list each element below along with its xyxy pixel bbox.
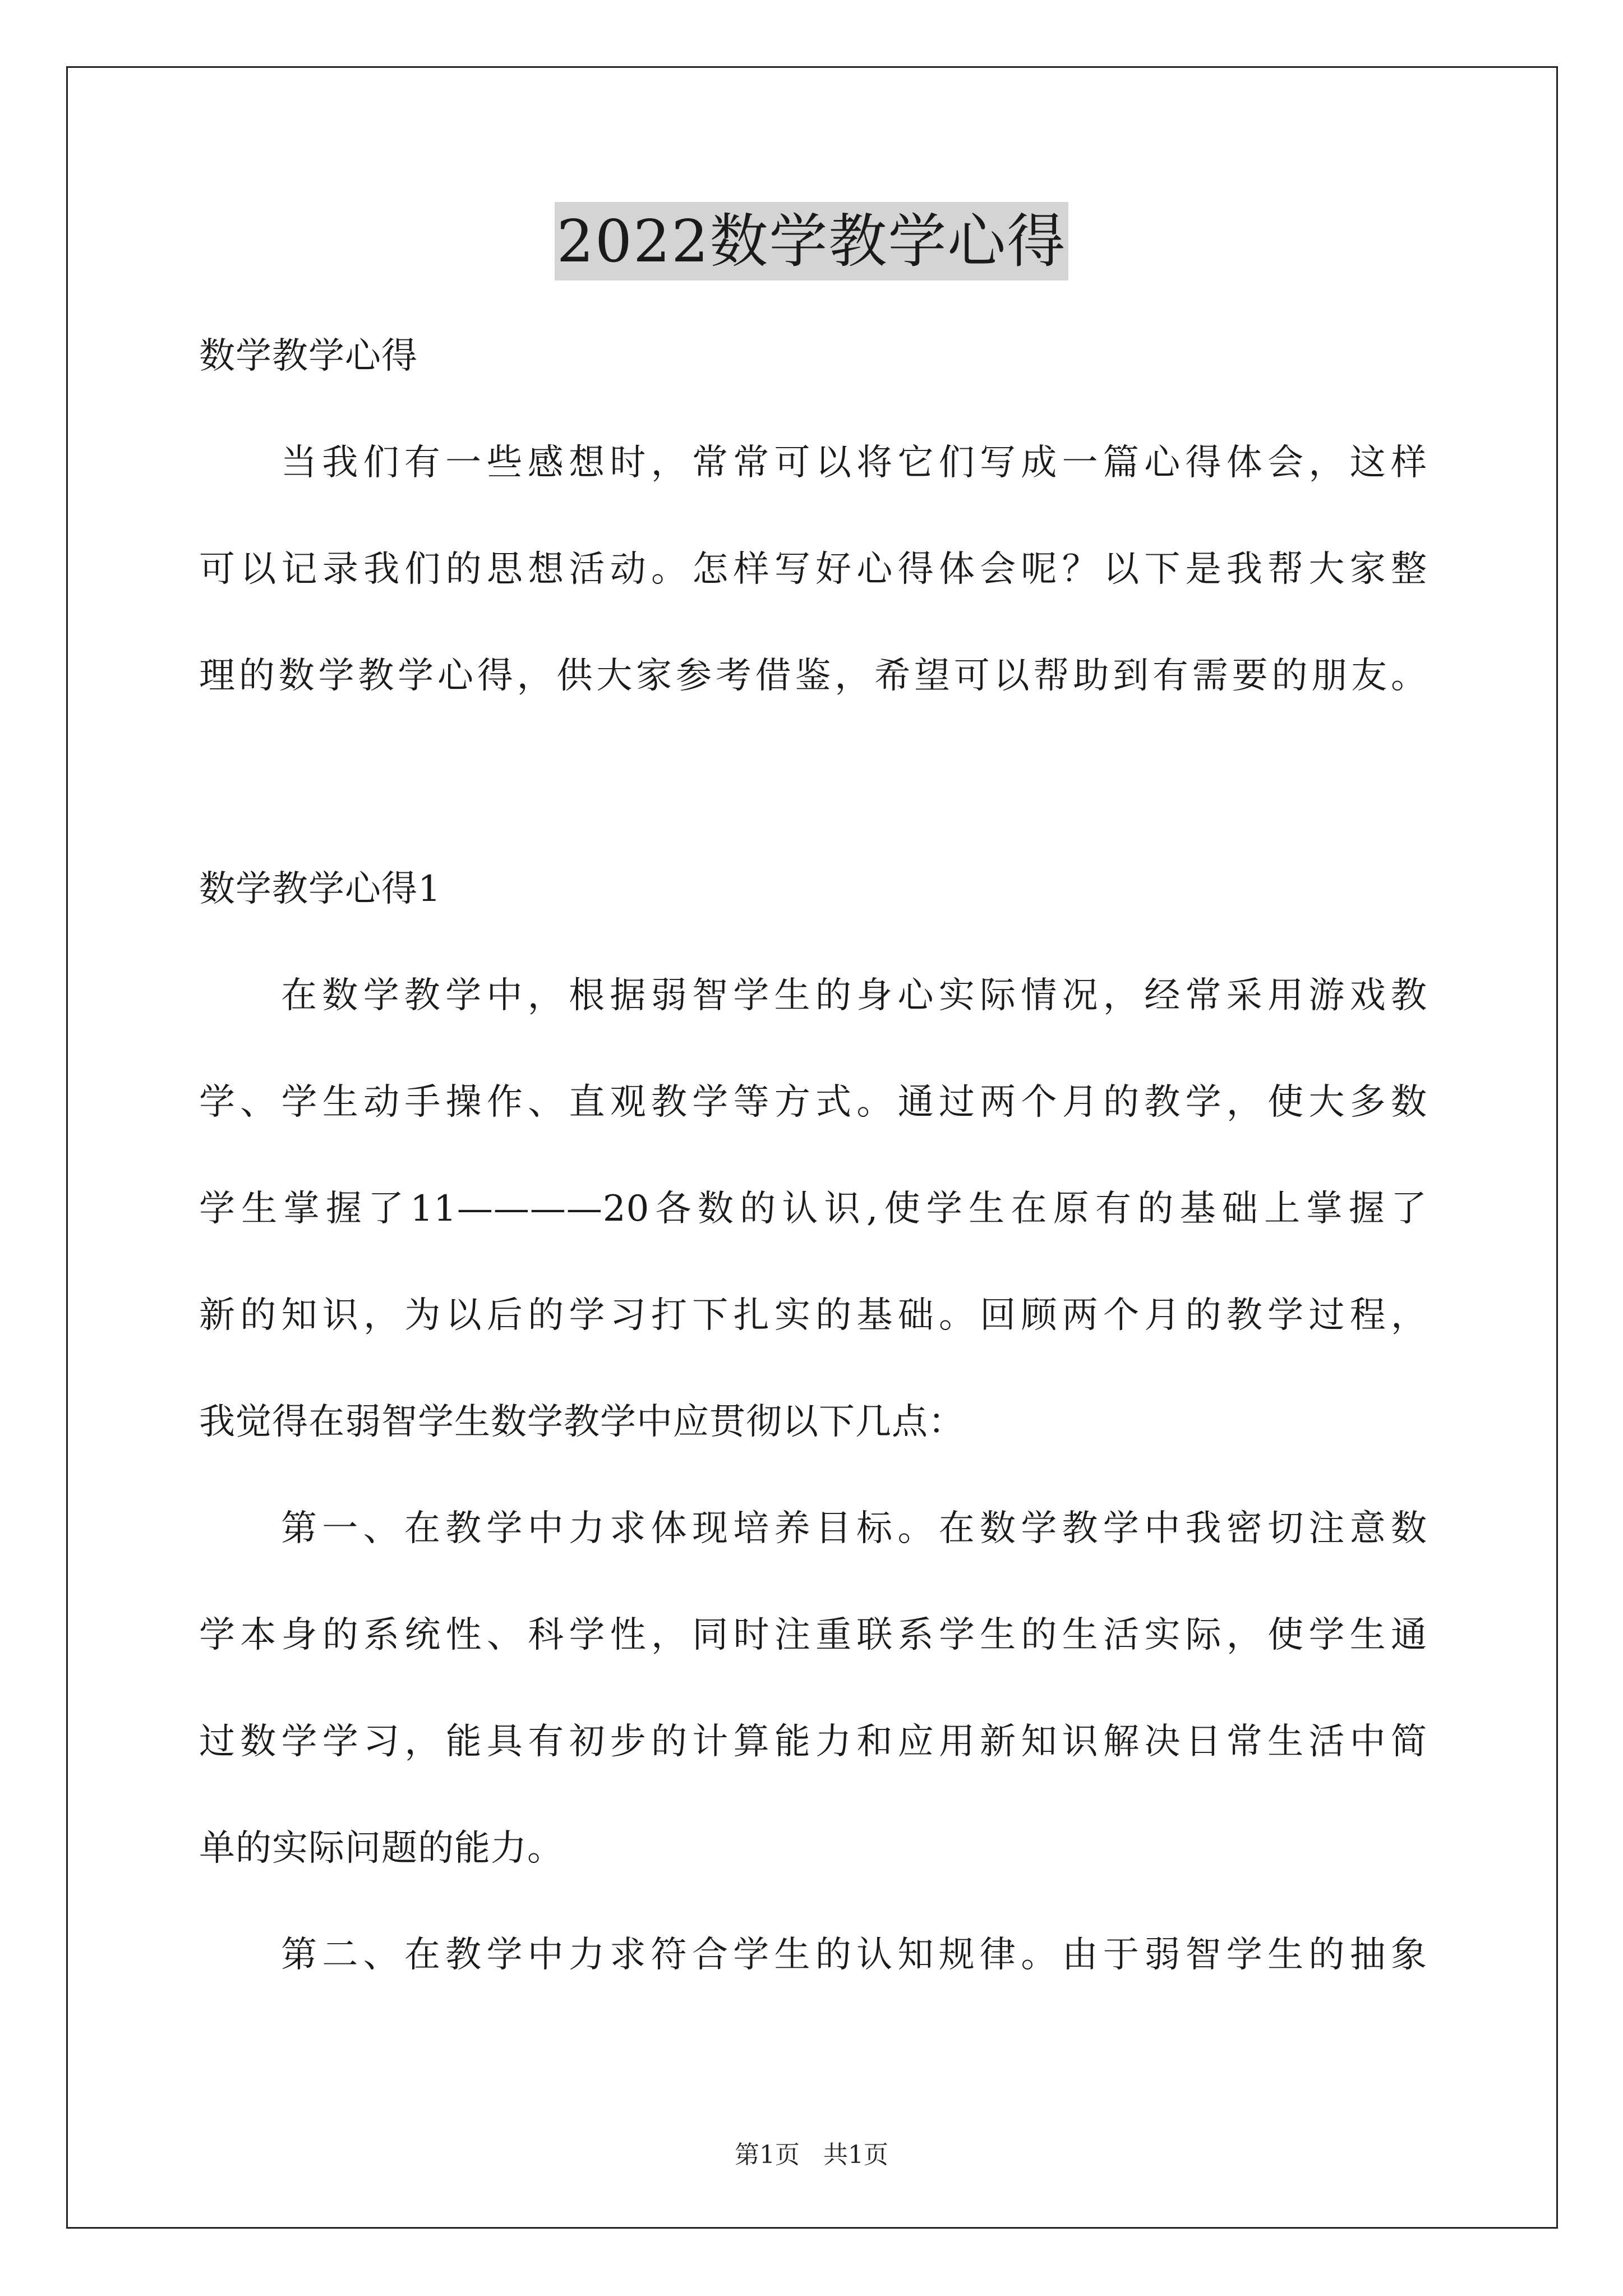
paragraph-line: 我觉得在弱智学生数学教学中应贯彻以下几点： — [199, 1401, 965, 1443]
page-footer — [0, 2134, 1623, 2170]
page-number: 第1页 — [735, 2141, 800, 2169]
paragraph-line: 第二、在教学中力求符合学生的认知规律。由于弱智学生的抽象 — [281, 1934, 1427, 1976]
section-heading: 数学教学心得1 — [199, 868, 441, 910]
paragraph-line: 可以记录我们的思想活动。怎样写好心得体会呢？以下是我帮大家整 — [199, 549, 1427, 590]
paragraph-line: 新的知识，为以后的学习打下扎实的基础。回顾两个月的教学过程， — [199, 1295, 1427, 1336]
section-heading: 数学教学心得 — [199, 335, 418, 377]
blank-line — [199, 729, 1427, 836]
title-container — [0, 202, 1623, 280]
paragraph-line: 当我们有一些感想时，常常可以将它们写成一篇心得体会，这样 — [281, 442, 1427, 484]
paragraph-line: 过数学学习，能具有初步的计算能力和应用新知识解决日常生活中简 — [199, 1721, 1427, 1763]
document-body — [199, 303, 1427, 2008]
paragraph-line: 学、学生动手操作、直观教学等方式。通过两个月的教学，使大多数 — [199, 1082, 1427, 1123]
paragraph-line: 第一、在教学中力求体现培养目标。在数学教学中我密切注意数 — [281, 1508, 1427, 1549]
paragraph-line: 在数学教学中，根据弱智学生的身心实际情况，经常采用游戏教 — [281, 975, 1427, 1016]
paragraph-line: 学本身的系统性、科学性，同时注重联系学生的生活实际，使学生通 — [199, 1614, 1427, 1656]
paragraph-line: 理的数学教学心得，供大家参考借鉴，希望可以帮助到有需要的朋友。 — [199, 655, 1427, 697]
paragraph-line: 学生掌握了11————20各数的认识,使学生在原有的基础上掌握了 — [199, 1188, 1427, 1230]
paragraph-line: 单的实际问题的能力。 — [199, 1828, 564, 1869]
document-title: 2022数学教学心得 — [555, 202, 1069, 280]
page-total: 共1页 — [823, 2141, 888, 2169]
